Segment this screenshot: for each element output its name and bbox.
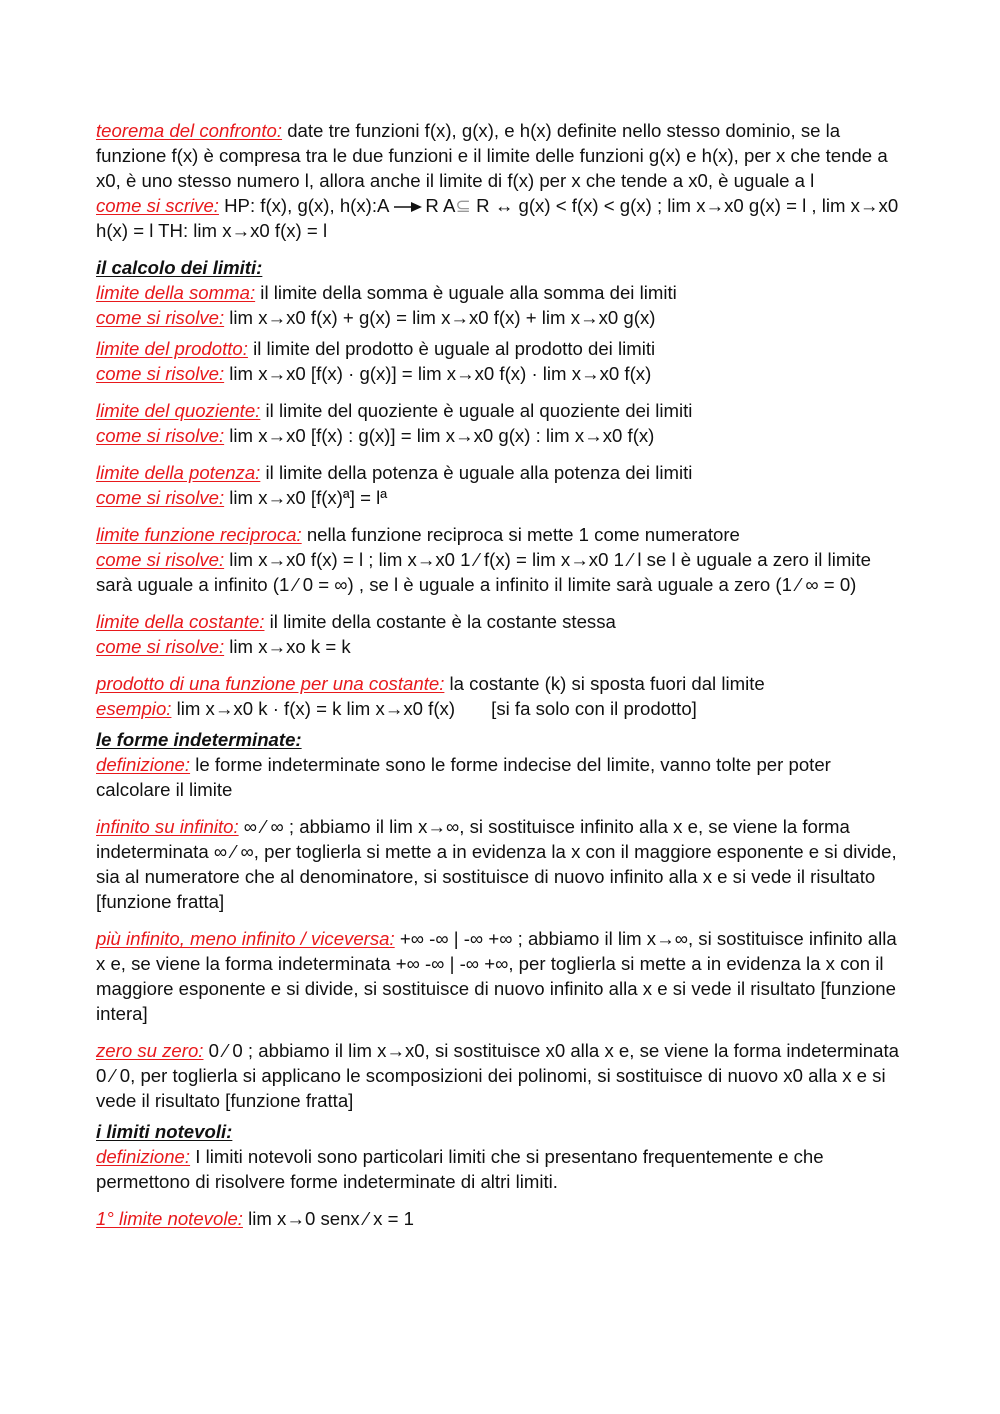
costante-solve-text: lim x→xo k = k	[224, 636, 351, 657]
confronto-scrive-a: HP: f(x), g(x), h(x):A	[218, 195, 390, 216]
potenza-label: limite della potenza:	[96, 462, 261, 483]
potenza-text: il limite della potenza è uguale alla potenza dei limiti	[260, 462, 693, 483]
somma-text: il limite della somma è uguale alla somma dei limiti	[255, 282, 677, 303]
prodcost-example-text: lim x→x0 k · f(x) = k lim x→x0 f(x) [si fa solo con il prodotto]	[171, 698, 697, 719]
reciproca-solve	[96, 547, 908, 597]
prodotto-solve	[96, 361, 908, 386]
quoziente-solve	[96, 423, 908, 448]
confronto-formula	[96, 193, 908, 243]
piu-text: +∞ -∞ | -∞ +∞ ; abbiamo il lim x→∞, si sostituisce infinito alla x e, se viene la forma indeterminata +∞ -∞ | -∞ +∞, per toglierla si mette a in evidenza la x con il maggiore esponente e si divide, si sostituisce di nuovo infinito alla x e si vede il risultato [funzione intera]	[96, 928, 897, 1024]
first-notevole-line	[96, 1206, 908, 1231]
prodcost-example-label: esempio:	[96, 698, 172, 719]
prodotto-line	[96, 336, 908, 361]
section-prodotto-costante	[96, 671, 908, 721]
section-forme-indeterminate	[96, 727, 908, 802]
prodotto-solve-label: come si risolve:	[96, 363, 225, 384]
section-prodotto	[96, 336, 908, 386]
zero-text: 0 ⁄ 0 ; abbiamo il lim x→x0, si sostituisce x0 alla x e, se viene la forma indeterminata 0 ⁄ 0, per toglierla si applicano le scomposizioni dei polinomi, si sostituisce di nuovo x0 alla x e si vede il risultato [funzione fratta]	[96, 1040, 899, 1111]
first-notevole-text: lim x→0 senx ⁄ x = 1	[242, 1208, 414, 1229]
confronto-scrive-c: R ↔ g(x) < f(x) < g(x) ; lim x→x0 g(x) = l , lim x→x0 h(x) = l TH: lim x→x0 f(x) = l	[96, 195, 899, 241]
confronto-scrive-label: come si scrive:	[96, 195, 219, 216]
forme-def-label: definizione:	[96, 754, 191, 775]
heading-calcolo: il calcolo dei limiti:	[96, 257, 263, 278]
costante-solve-label: come si risolve:	[96, 636, 225, 657]
somma-solve	[96, 305, 908, 330]
prodcost-text: la costante (k) si sposta fuori dal limite	[444, 673, 765, 694]
prodcost-label: prodotto di una funzione per una costante:	[96, 673, 445, 694]
notevoli-def-text: I limiti notevoli sono particolari limiti che si presentano frequentemente e che permettono di risolvere forme indeterminate di altri limiti.	[96, 1146, 824, 1192]
section-limiti-notevoli	[96, 1119, 908, 1194]
arrow-right-icon	[393, 201, 423, 213]
reciproca-text: nella funzione reciproca si mette 1 come numeratore	[301, 524, 740, 545]
first-notevole-label: 1° limite notevole:	[96, 1208, 243, 1229]
potenza-solve	[96, 485, 908, 510]
section-piu-meno-infinito	[96, 926, 908, 1026]
quoziente-text: il limite del quoziente è uguale al quoziente dei limiti	[260, 400, 693, 421]
section-zero-su-zero	[96, 1038, 908, 1113]
section-infinito-su-infinito	[96, 814, 908, 914]
costante-label: limite della costante:	[96, 611, 265, 632]
prodcost-line	[96, 671, 908, 696]
piu-paragraph	[96, 926, 908, 1026]
heading-notevoli: i limiti notevoli:	[96, 1121, 233, 1142]
zero-label: zero su zero:	[96, 1040, 204, 1061]
potenza-solve-label: come si risolve:	[96, 487, 225, 508]
zero-paragraph	[96, 1038, 908, 1113]
quoziente-line	[96, 398, 908, 423]
somma-label: limite della somma:	[96, 282, 256, 303]
confronto-paragraph	[96, 118, 908, 193]
section-teorema-confronto	[96, 118, 908, 243]
subset-symbol: ⊆	[455, 195, 471, 216]
section-calcolo-limiti	[96, 255, 908, 330]
section-primo-limite-notevole	[96, 1206, 908, 1231]
prodotto-label: limite del prodotto:	[96, 338, 248, 359]
prodcost-example	[96, 696, 908, 721]
section-potenza	[96, 460, 908, 510]
inf-label: infinito su infinito:	[96, 816, 239, 837]
confronto-text: date tre funzioni f(x), g(x), e h(x) definite nello stesso dominio, se la funzione f(x) è compresa tra le due funzioni e il limite delle funzioni g(x) e h(x), per x che tende a x0, è uno stesso numero l, allora anche il limite di f(x) per x che tende a x0, è uguale a l	[96, 120, 888, 191]
forme-def-text: le forme indeterminate sono le forme indecise del limite, vanno tolte per poter calcolare il limite	[96, 754, 831, 800]
reciproca-solve-text: lim x→x0 f(x) = l ; lim x→x0 1 ⁄ f(x) = lim x→x0 1 ⁄ l se l è uguale a zero il limite sarà uguale a infinito (1 ⁄ 0 = ∞) , se l è uguale a infinito il limite sarà uguale a zero (1 ⁄ ∞ = 0)	[96, 549, 871, 595]
prodotto-solve-text: lim x→x0 [f(x) · g(x)] = lim x→x0 f(x) · lim x→x0 f(x)	[224, 363, 652, 384]
quoziente-solve-label: come si risolve:	[96, 425, 225, 446]
reciproca-solve-label: come si risolve:	[96, 549, 225, 570]
costante-line	[96, 609, 908, 634]
heading-forme: le forme indeterminate:	[96, 729, 302, 750]
confronto-scrive-b: R A	[425, 195, 456, 216]
quoziente-label: limite del quoziente:	[96, 400, 261, 421]
potenza-solve-text: lim x→x0 [f(x)ª] = lª	[224, 487, 388, 508]
somma-solve-label: come si risolve:	[96, 307, 225, 328]
somma-solve-text: lim x→x0 f(x) + g(x) = lim x→x0 f(x) + lim x→x0 g(x)	[224, 307, 656, 328]
inf-text: ∞ ⁄ ∞ ; abbiamo il lim x→∞, si sostituisce infinito alla x e, se viene la forma indeterminata ∞ ⁄ ∞, per toglierla si mette a in evidenza la x con il maggiore esponente e si divide, sia al numeratore che al denominatore, si sostituisce di nuovo infinito alla x e si vede il risultato [funzione fratta]	[96, 816, 897, 912]
section-costante	[96, 609, 908, 659]
piu-label: più infinito, meno infinito / viceversa:	[96, 928, 395, 949]
reciproca-line	[96, 522, 908, 547]
prodotto-text: il limite del prodotto è uguale al prodotto dei limiti	[247, 338, 656, 359]
quoziente-solve-text: lim x→x0 [f(x) : g(x)] = lim x→x0 g(x) : lim x→x0 f(x)	[224, 425, 655, 446]
section-reciproca	[96, 522, 908, 597]
costante-text: il limite della costante è la costante stessa	[264, 611, 616, 632]
section-quoziente	[96, 398, 908, 448]
forme-definition	[96, 752, 908, 802]
somma-line	[96, 280, 908, 305]
potenza-line	[96, 460, 908, 485]
confronto-label: teorema del confronto:	[96, 120, 283, 141]
notevoli-definition	[96, 1144, 908, 1194]
reciproca-label: limite funzione reciproca:	[96, 524, 302, 545]
notevoli-def-label: definizione:	[96, 1146, 191, 1167]
costante-solve	[96, 634, 908, 659]
inf-paragraph	[96, 814, 908, 914]
